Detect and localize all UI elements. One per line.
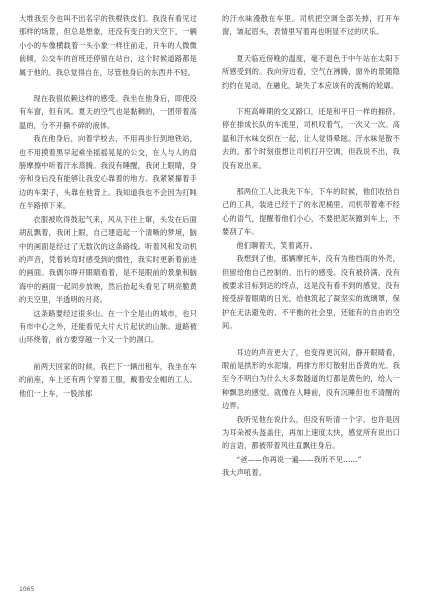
paragraph: 现在我很依赖这样的感受。我坐在他身后，即使没有车窗，但有风。夏天的空气也是黏稠的，一团带着高温的，分不开撕不碎的液体。 [19, 94, 197, 130]
paragraph: 夏天临近傍晚的温度，毫不退色于中午站在太阳下所感受到的。我向旁边看，空气在沸腾，窗外的景随隐约约在晃动，在融化，缺失了本应该有的流畅的轮廓。 [222, 53, 400, 90]
paragraph: 这条路要经过很多山。在一个全是山的城市，也只有市中心之外，还能看见大片大片起伏的山脉。道路被山环绕着，前方要穿越一个又一个的洞口。 [19, 308, 197, 345]
paragraph: 大堆我至今也叫不出名字的铁棍铁皮们。我没有看见过那样的场景，但总是想象，还没有变白的天空下，一辆小小的车像横载着一头小象一样往前走，开车的人微微前倾，公交车的首班还停留在站台，这个时候道路都是属于他的。我总觉得自在，尽管他身后的东西并不轻。 [19, 14, 197, 77]
paragraph: 那两位工人比我先下车，下车的时候，他们收拾自己的工具，装进已经干了的水泥桶里。司机带着难不经心的语气，提醒着他们小心，不要把泥灰蹭到车上，不要刮了车。 [222, 187, 400, 237]
paragraph: 的汗水味漫散在车里。司机把空调全部关掉，打开车窗，皱起眉头，表情里写着再也明显不过的厌乐。 [222, 14, 400, 37]
paragraph: 下班高峰期的交叉路口，还是和平日一样的拥挤。停在排成长队的车流里，司机叹着气，一次又一次。高温和汗水味交织在一起，让人觉得晕眩。汗水味是散不去的，那个时刻很想让司机打开空调，但我说不出，我没有说出来。 [222, 107, 400, 170]
paragraph: 耳边的声音更大了，也变得更沉闷，静开眼睛看，眼前是拱形的水泥墙，两排方形灯散射出昏黄的光。我至今不明白为什么大多数隧道的灯都是黄色的，给人一种飘忽的感觉。就像在人睡前，没有沉睡但也不清醒的边界。 [222, 347, 400, 411]
right-text-column [222, 12, 400, 480]
left-text-column [19, 12, 197, 400]
paragraph: 我大声吼着。 [222, 468, 267, 478]
paragraph: 我在他身后，向着学校去，不用再步行到地铁站，也不用摸着黑早起乘坐摇摇晃晃的公交，在人与人的肩膀摩擦中听着汗水蒸腾。我没有睡醒，我闭上眼睛，身旁和身后没有能够让我安心靠着的地方。我紧紧攥着手边的车架子，头靠在他背上。我知道我也不会因为打盹在半路掉下来。 [19, 134, 197, 211]
paragraph: 我听见他在说什么，但没有听清一个字。也许是因为耳朵被头盔盖住，再加上速度太快，感觉所有说出口的言语，都被带着风往直飘往身后。 [222, 414, 400, 451]
page-number: 1065 [19, 586, 35, 593]
paragraph: 前两天回家的时候，我拦下一辆出租车，我坐在车的前座，车上还有两个穿着工服，戴着安全帽的工人。他们一上车，一股浓郁 [19, 361, 197, 398]
paragraph: 衣服被吹得鼓起气来，风从下往上窜，头发在后面胡乱飘着，我闭上眼，自己建造起一个清晰的梦境，脑中的画面是经过了无数次的这条路线。听着风和发动机的声音，凭着转弯时感受到的惯性，我实时更新着前进的画面。我偶尔睁开眼睛看着，是不是眼前的景象和脑海中的画面一起同步放映，然后抬起头看见了明亮脆黄的天空里，半透明的月亮。 [19, 214, 197, 305]
paragraph: 他们聊着天，笑着离开。 [236, 240, 318, 250]
paragraph: “爸——你再说一遍——我听不见……” [236, 454, 362, 464]
paragraph: 我想到了他，那辆摩托车，没有为他挡雨的外壳，但留给他自己控制的、出行的感受。没有被挤满、没有被要求目标到达的终点，这是没有看不到的感觉，没有接受辞着眼睛的日光，给他筑起了凝坚实的玻璃罩，保护在无法避免的、不平衡的社会里，还能有的自由的空间。 [222, 254, 400, 331]
